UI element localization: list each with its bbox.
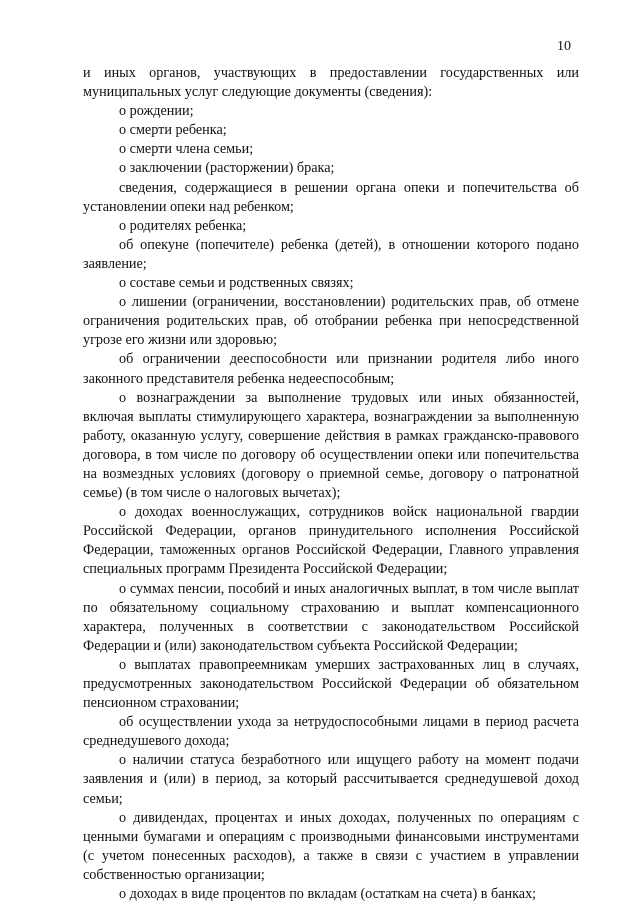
list-item-remuneration: о вознаграждении за выполнение трудовых или иных обязанностей, включая выплаты стимулирующего характера, вознаграждении за выполненную работу, оказанную услугу, совершение действия в рамках гражданско-правового договора, в том числе по договору об осуществлении опеки или попечительства на возмездных условиях (договору о приемной семье, договору о патронатной семье) (в том числе о налоговых вычетах); xyxy=(83,389,579,502)
list-item-successor-payments: о выплатах правопреемникам умерших застрахованных лиц в случаях, предусмотренных законодательством Российской Федерации об обязательном пенсионном страховании; xyxy=(83,656,579,712)
list-item-pensions: о суммах пенсии, пособий и иных аналогичных выплат, в том числе выплат по обязательному социальному страхованию и выплат компенсационного характера, полученных в соответствии с законодательством Российской Федерации и (или) законодательством субъекта Российской Федерации; xyxy=(83,580,579,654)
list-item-parental-rights: о лишении (ограничении, восстановлении) родительских прав, об отмене ограничения родительских прав, об отобрании ребенка при непосредственной угрозе его жизни или здоровью; xyxy=(83,294,579,349)
list-item-family-member-death: о смерти члена семьи; xyxy=(119,141,254,158)
list-item-child-death: о смерти ребенка; xyxy=(119,122,227,139)
list-item-legal-capacity: об ограничении дееспособности или признании родителя либо иного законного представителя ребенка недееспособным; xyxy=(83,351,579,387)
list-item-birth: о рождении; xyxy=(119,103,194,120)
list-item-deposit-interest: о доходах в виде процентов по вкладам (остаткам на счета) в банках; xyxy=(119,886,537,903)
list-item-guardianship-decision: сведения, содержащиеся в решении органа опеки и попечительства об установлении опеки над ребенком; xyxy=(83,179,579,215)
list-item-guardian: об опекуне (попечителе) ребенка (детей), в отношении которого подано заявление; xyxy=(83,236,579,272)
page-number: 10 xyxy=(557,39,571,54)
list-item-military-income: о доходах военнослужащих, сотрудников войск национальной гвардии Российской Федерации, органов принудительного исполнения Российской Федерации, таможенных органов Российской Федерации, Главного управления специальных программ Президента Российской Федерации; xyxy=(83,504,579,578)
list-item-parents: о родителях ребенка; xyxy=(119,217,247,234)
list-item-family-composition: о составе семьи и родственных связях; xyxy=(119,275,354,292)
list-item-care: об осуществлении ухода за нетрудоспособными лицами в период расчета среднедушевого дохода; xyxy=(83,714,579,750)
list-item-dividends: о дивидендах, процентах и иных доходах, полученных по операциям с ценными бумагами и операциям с производными финансовыми инструментами (с учетом понесенных расходов), а также в связи с участием в управлении собственностью организации; xyxy=(83,809,579,883)
list-item-unemployment: о наличии статуса безработного или ищущего работу на момент подачи заявления и (или) в период, за который рассчитывается среднедушевой доход семьи; xyxy=(83,752,579,807)
paragraph-intro: и иных органов, участвующих в предоставлении государственных или муниципальных услуг следующие документы (сведения): xyxy=(83,65,579,101)
document-body xyxy=(83,64,579,904)
list-item-marriage: о заключении (расторжении) брака; xyxy=(119,160,335,177)
